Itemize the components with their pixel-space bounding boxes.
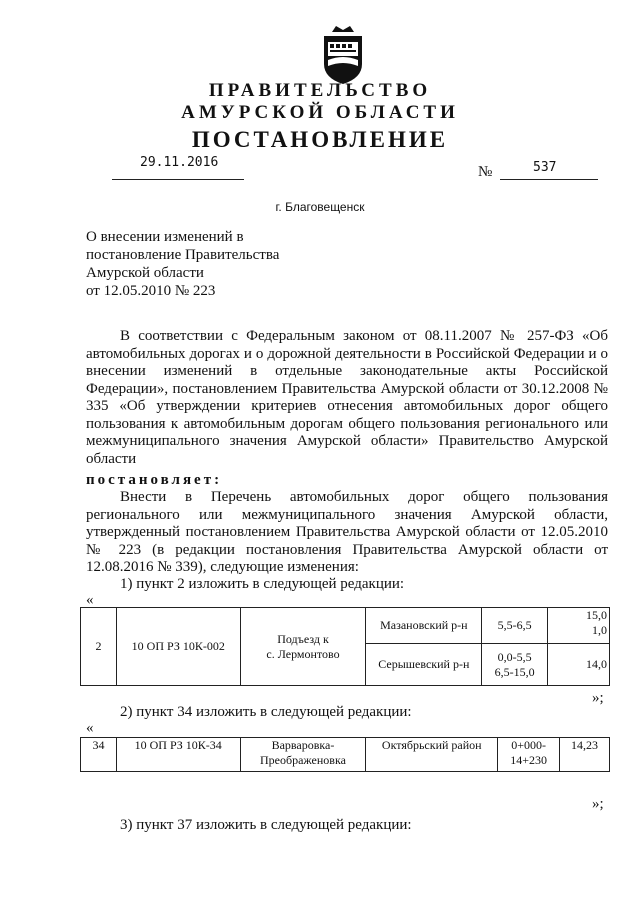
document-subject (86, 228, 279, 300)
road-name (240, 738, 366, 772)
date-underline (112, 179, 244, 180)
row-number: 2 (81, 608, 117, 686)
city: г. Благовещенск (275, 200, 365, 214)
document-type: ПОСТАНОВЛЕНИЕ (191, 127, 449, 152)
open-quote: « (86, 720, 94, 736)
number-sign: № (478, 164, 493, 180)
amendment-item-3: 3) пункт 37 изложить в следующей редакции: (120, 817, 412, 833)
amendment-item-1: 1) пункт 2 изложить в следующей редакции: (120, 576, 405, 592)
km-range-cell (482, 644, 548, 686)
row-number: 34 (81, 738, 117, 772)
intro-paragraph: Внести в Перечень автомобильных дорог общего пользования регионального или межмуниципального значения Амурской области, утвержденный постановлением Правительства Амурской области от 12.05.2010 № 223 (в редакции постановления Правительства Амурской области от 12.08.2016 № 339), следующие изменения: (86, 489, 608, 575)
region-title: АМУРСКОЙ ОБЛАСТИ (181, 102, 459, 123)
number-underline (500, 179, 598, 180)
government-title: ПРАВИТЕЛЬСТВО (208, 80, 432, 101)
total-length: 15,0 (586, 608, 607, 622)
km-range-cell: 5,5-6,5 (482, 608, 548, 644)
coat-of-arms-icon (318, 24, 368, 86)
length-cell (548, 608, 610, 644)
district-cell: Мазановский р-н (366, 608, 482, 644)
subject-line: от 12.05.2010 № 223 (86, 283, 216, 299)
km-range-line: 14+230 (510, 753, 547, 767)
district-cell: Октябрьский район (366, 738, 498, 772)
document-date: 29.11.2016 (140, 155, 219, 170)
km-range-line: 0,0-5,5 (497, 649, 532, 664)
segment-length: 14,0 (548, 644, 610, 686)
close-quote: »; (592, 690, 604, 706)
preamble-paragraph: В соответствии с Федеральным законом от 08.11.2007 № 257-ФЗ «Об автомобильных дорогах и о дорожной деятельности в Российской Федерации и о внесении изменений в отдельные законодательные акты Российской Федерации», постановлением Правительства Амурской области от 30.12.2008 № 335 «Об утверждении критериев отнесения автомобильных дорог общего пользования к автомобильным дорогам общего пользования регионального или межмуниципального значения Амурской области» Правительство Амурской области (86, 328, 608, 467)
open-quote: « (86, 592, 94, 608)
road-name (240, 608, 366, 686)
road-code: 10 ОП РЗ 10К-34 (116, 738, 240, 772)
road-name-line: Подъезд к (277, 631, 329, 646)
road-code: 10 ОП РЗ 10К-002 (116, 608, 240, 686)
road-name-line: с. Лермонтово (266, 646, 340, 661)
close-quote: »; (592, 796, 604, 812)
road-table-item-34 (80, 737, 610, 772)
road-table-item-2 (80, 607, 610, 686)
document-number: 537 (533, 160, 557, 175)
km-range-cell (498, 738, 560, 772)
decree-word: постановляет: (86, 472, 223, 488)
road-name-line: Преображеновка (259, 753, 346, 767)
km-range-line: 0+000- (511, 738, 546, 752)
length-cell: 14,23 (560, 738, 610, 772)
subject-line: Амурской области (86, 265, 204, 281)
amendment-item-2: 2) пункт 34 изложить в следующей редакции: (120, 704, 412, 720)
subject-line: О внесении изменений в (86, 229, 244, 245)
km-range-line: 6,5-15,0 (494, 664, 535, 679)
road-name-line: Варваровка- (271, 738, 335, 752)
segment-length: 1,0 (592, 623, 607, 637)
subject-line: постановление Правительства (86, 247, 280, 263)
district-cell: Серышевский р-н (366, 644, 482, 686)
